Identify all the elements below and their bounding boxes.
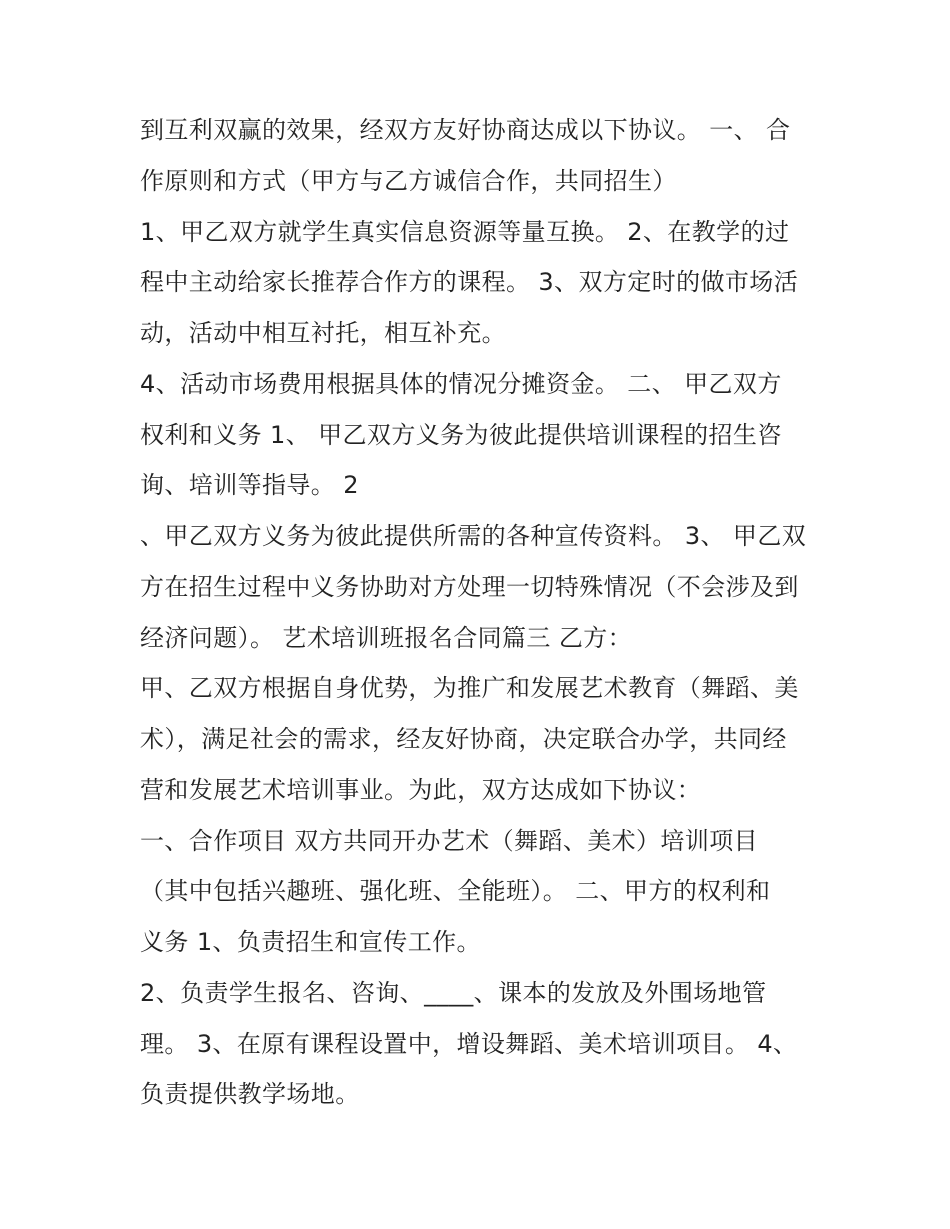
text-line: （其中包括兴趣班、强化班、全能班）。 二、甲方的权利和 xyxy=(140,877,771,905)
text-line: 到互利双赢的效果，经双方友好协商达成以下协议。 一、 合 xyxy=(140,116,791,144)
text-line: 作原则和方式（甲方与乙方诚信合作，共同招生） xyxy=(140,167,677,195)
text-line: 询、培训等指导。 2 xyxy=(140,471,359,499)
text-line: 4、活动市场费用根据具体的情况分摊资金。 二、 甲乙双方 xyxy=(140,370,782,398)
text-line: 营和发展艺术培训事业。为此，双方达成如下协议： xyxy=(140,776,702,804)
text-line: 理。 3、在原有课程设置中，增设舞蹈、美术培训项目。 4、 xyxy=(140,1030,798,1058)
text-line: 一、合作项目 双方共同开办艺术（舞蹈、美术）培训项目 xyxy=(140,827,759,855)
text-line: 动，活动中相互衬托，相互补充。 xyxy=(140,319,506,347)
text-line: 负责提供教学场地。 xyxy=(140,1080,360,1108)
text-line: 甲、乙双方根据自身优势，为推广和发展艺术教育（舞蹈、美 xyxy=(140,674,799,702)
text-line: 、甲乙双方义务为彼此提供所需的各种宣传资料。 3、 甲乙双 xyxy=(140,522,807,550)
text-line: 权利和义务 1、 甲乙双方义务为彼此提供培训课程的招生咨 xyxy=(140,421,782,449)
text-line: 程中主动给家长推荐合作方的课程。 3、双方定时的做市场活 xyxy=(140,268,799,296)
text-line: 经济问题）。 艺术培训班报名合同篇三 乙方： xyxy=(140,624,633,652)
text-line: 方在招生过程中义务协助对方处理一切特殊情况（不会涉及到 xyxy=(140,573,799,601)
text-line: 术），满足社会的需求，经友好协商，决定联合办学，共同经 xyxy=(140,725,787,753)
text-line: 1、甲乙双方就学生真实信息资源等量互换。 2、在教学的过 xyxy=(140,218,790,246)
text-line: 义务 1、负责招生和宣传工作。 xyxy=(140,928,481,956)
text-line: 2、负责学生报名、咨询、____、课本的发放及外围场地管 xyxy=(140,979,767,1007)
